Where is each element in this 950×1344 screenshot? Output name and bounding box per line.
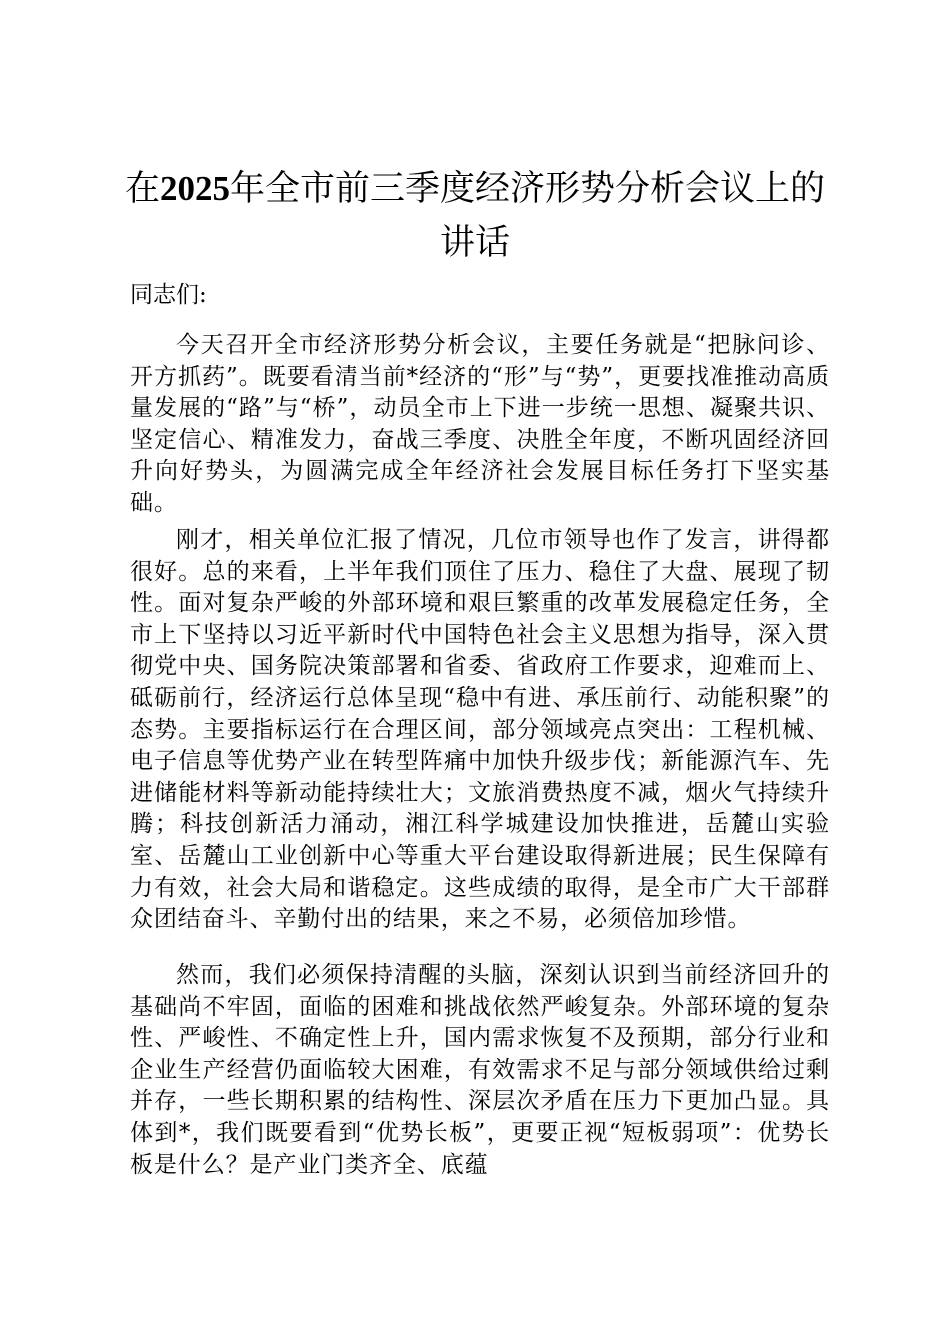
document-title	[120, 162, 830, 270]
title-prefix: 在	[124, 169, 160, 209]
title-suffix: 年全市前三季度经济形势分析会议上的讲话	[230, 169, 826, 263]
paragraph-1: 今天召开全市经济形势分析会议，主要任务就是“把脉问诊、开方抓药”。既要看清当前*经济的“形”与“势”，更要找准推动高质量发展的“路”与“桥”，动员全市上下进一步统一思想、凝聚共识、坚定信心、精准发力，奋战三季度、决胜全年度，不断巩固经济回升向好势头，为圆满完成全年经济社会发展目标任务打下坚实基础。	[130, 332, 830, 516]
paragraph-2: 刚才，相关单位汇报了情况，几位市领导也作了发言，讲得都很好。总的来看，上半年我们顶住了压力、稳住了大盘、展现了韧性。面对复杂严峻的外部环境和艰巨繁重的改革发展稳定任务，全市上下坚持以习近平新时代中国特色社会主义思想为指导，深入贯彻党中央、国务院决策部署和省委、省政府工作要求，迎难而上、砥砺前行，经济运行总体呈现“稳中有进、承压前行、动能积聚”的态势。主要指标运行在合理区间，部分领域亮点突出：工程机械、电子信息等优势产业在转型阵痛中加快升级步伐；新能源汽车、先进储能材料等新动能持续壮大；文旅消费热度不减，烟火气持续升腾；科技创新活力涌动，湘江科学城建设加快推进，岳麓山实验室、岳麓山工业创新中心等重大平台建设取得新进展；民生保障有力有效，社会大局和谐稳定。这些成绩的取得，是全市广大干部群众团结奋斗、辛勤付出的结果，来之不易，必须倍加珍惜。	[130, 527, 830, 933]
salutation: 同志们:	[130, 282, 207, 308]
title-year: 2025	[160, 169, 230, 208]
paragraph-3: 然而，我们必须保持清醒的头脑，深刻认识到当前经济回升的基础尚不牢固，面临的困难和挑战依然严峻复杂。外部环境的复杂性、严峻性、不确定性上升，国内需求恢复不及预期，部分行业和企业生产经营仍面临较大困难，有效需求不足与部分领域供给过剩并存，一些长期积累的结构性、深层次矛盾在压力下更加凸显。具体到*，我们既要看到“优势长板”，更要正视“短板弱项”：优势长板是什么？是产业门类齐全、底蕴	[130, 962, 830, 1178]
